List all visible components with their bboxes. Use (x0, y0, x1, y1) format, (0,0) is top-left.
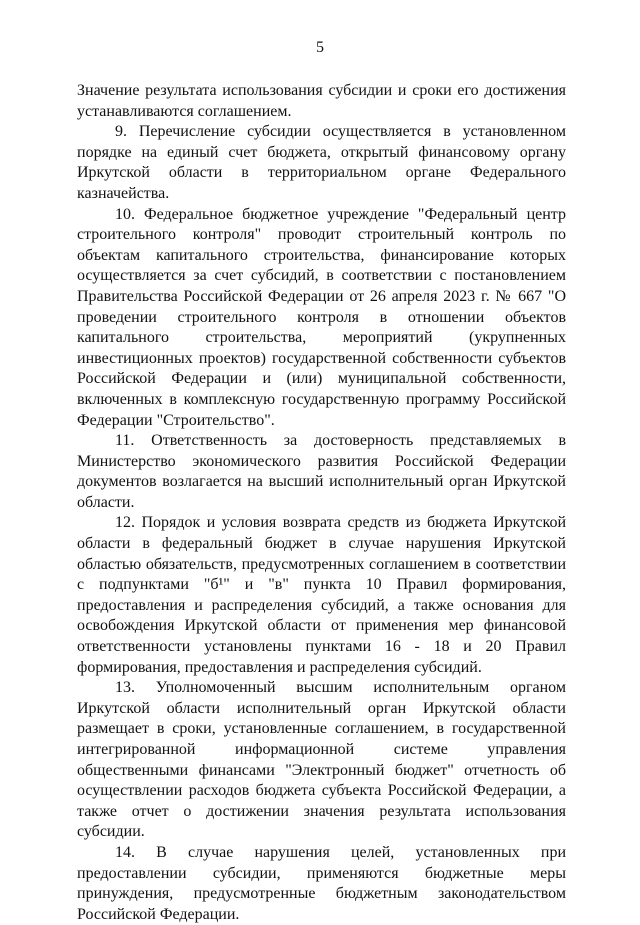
paragraph-9: 9. Перечисление субсидии осуществляется в установленном порядке на единый счет бюджета, открытый финансовому органу Иркутской области в территориальном органе Федерального казначейства. (77, 123, 566, 202)
paragraph-12: 12. Порядок и условия возврата средств из бюджета Иркутской области в федеральный бюджет в случае нарушения Иркутской областью обязательств, предусмотренных соглашением в соответствии с подпунктами "б¹" и "в" пункта 10 Правил формирования, предоставления и распределения субсидий, а также основания для освобождения Иркутской области от применения мер финансовой ответственности установлены пунктами 16 - 18 и 20 Правил формирования, предоставления и распределения субсидий. (77, 514, 566, 676)
paragraph-14: 14. В случае нарушения целей, установленных при предоставлении субсидии, применяются бюджетные меры принуждения, предусмотренные бюджетным законодательством Российской Федерации. (77, 843, 566, 923)
page-number: 5 (316, 39, 324, 56)
paragraph-result-value: Значение результата использования субсидии и сроки его достижения устанавливаются соглашением. (77, 82, 566, 120)
paragraph-13: 13. Уполномоченный высшим исполнительным органом Иркутской области исполнительный орган Иркутской области размещает в сроки, установленные соглашением, в государственной интегрированной информационной системе управления общественными финансами "Электронный бюджет" отчетность об осуществлении расходов бюджета субъекта Российской Федерации, а также отчет о достижении значения результата использования субсидии. (77, 679, 566, 841)
paragraph-10: 10. Федеральное бюджетное учреждение "Федеральный центр строительного контроля" проводит строительный контроль по объектам капитального строительства, финансирование которых осуществляется за счет субсидий, в соответствии с постановлением Правительства Российской Федерации от 26 апреля 2023 г. № 667 "О проведении строительного контроля в отношении объектов капитального строительства, мероприятий (укрупненных инвестиционных проектов) государственной собственности субъектов Российской Федерации и (или) муниципальной собственности, включенных в комплексную государственную программу Российской Федерации "Строительство". (77, 205, 566, 429)
paragraph-11: 11. Ответственность за достоверность представляемых в Министерство экономического развития Российской Федерации документов возлагается на высший исполнительный орган Иркутской области. (77, 432, 566, 511)
document-body (77, 81, 566, 925)
